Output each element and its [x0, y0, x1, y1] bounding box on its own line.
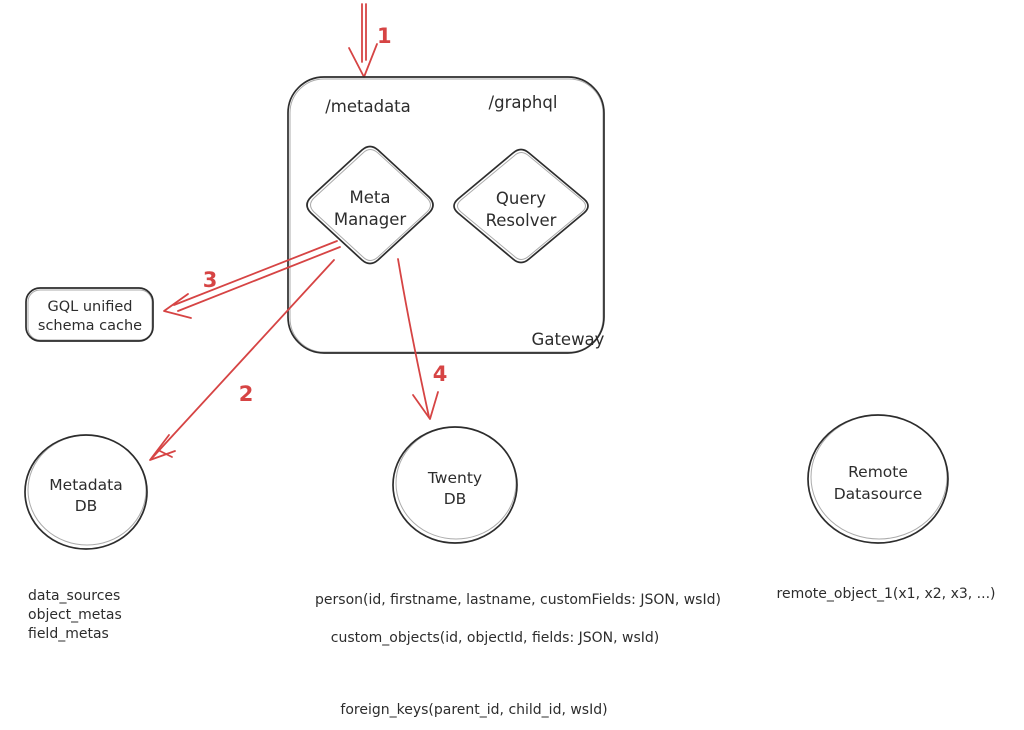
- twenty-table-foreign-keys: foreign_keys(parent_id, child_id, wsId): [340, 702, 608, 718]
- query-resolver-label-line2: Resolver: [485, 211, 557, 230]
- arrow-4-head-icon: [413, 392, 438, 419]
- schema-cache-label-line1: GQL unified: [47, 299, 133, 315]
- arrow-3-head-icon: [164, 294, 191, 318]
- arrow-step-4: [398, 259, 447, 419]
- arrow-2-shaft: [153, 260, 334, 457]
- remote-table-remote-object-1: remote_object_1(x1, x2, x3, ...): [776, 586, 996, 602]
- arrow-step-1: [349, 4, 392, 77]
- arrow-step-2: [150, 260, 334, 460]
- route-metadata-label: /metadata: [325, 97, 411, 116]
- metadata-table-object-metas: object_metas: [28, 607, 122, 623]
- query-resolver-node: [454, 150, 588, 263]
- metadata-db-tables: [28, 588, 122, 642]
- twenty-db-label-line2: DB: [443, 490, 467, 508]
- gateway-label: Gateway: [531, 330, 605, 349]
- metadata-table-field-metas: field_metas: [28, 626, 109, 642]
- arrow-4-number-label: 4: [432, 362, 448, 386]
- remote-datasource-tables: [777, 586, 996, 602]
- arrow-3-number-label: 3: [202, 268, 218, 292]
- route-graphql-label: /graphql: [488, 93, 558, 112]
- remote-datasource-label-line1: Remote: [848, 463, 908, 481]
- meta-manager-label-line1: Meta: [349, 188, 391, 207]
- twenty-db-label-line1: Twenty: [427, 469, 483, 487]
- arrow-3-shaft-a: [174, 241, 337, 305]
- arrow-1-number-label: 1: [377, 24, 392, 48]
- schema-cache-box: [26, 288, 153, 341]
- query-resolver-label-line1: Query: [495, 189, 547, 208]
- meta-manager-label-line2: Manager: [333, 210, 407, 229]
- remote-datasource-node: [808, 415, 948, 543]
- remote-datasource-label-line2: Datasource: [833, 485, 923, 503]
- gateway-box: [288, 77, 605, 353]
- metadata-db-label-line1: Metadata: [49, 476, 123, 494]
- metadata-db-node: [25, 435, 147, 549]
- arrow-step-3: [164, 241, 340, 318]
- metadata-db-label-line2: DB: [74, 497, 98, 515]
- twenty-table-custom-objects: custom_objects(id, objectId, fields: JSON, wsId): [330, 630, 660, 646]
- twenty-db-node: [393, 427, 517, 543]
- schema-cache-label-line2: schema cache: [37, 318, 143, 334]
- arrow-1-head-icon: [349, 44, 377, 77]
- arrow-4-shaft: [398, 259, 429, 417]
- twenty-db-tables: [315, 592, 721, 718]
- twenty-table-person: person(id, firstname, lastname, customFields: JSON, wsId): [315, 592, 721, 608]
- metadata-table-data-sources: data_sources: [28, 588, 121, 604]
- arrow-2-number-label: 2: [238, 382, 254, 406]
